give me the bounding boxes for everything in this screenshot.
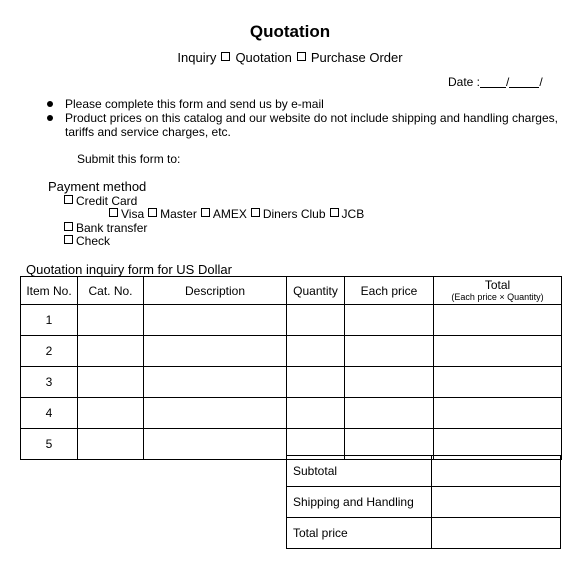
item-number-cell: 2 [21,336,78,367]
date-field [448,75,543,89]
total-formula-label: (Each price × Quantity) [451,291,544,302]
shipping-handling-value-cell[interactable] [432,487,561,518]
checkbox-quotation[interactable] [221,52,230,61]
visa-label: Visa [121,207,145,221]
amex-label: AMEX [212,207,247,221]
total-cell[interactable] [434,305,562,336]
submit-to-label: Submit this form to: [77,152,181,166]
description-cell[interactable] [144,305,287,336]
payment-option-bank-transfer [64,221,147,235]
cat-no-cell[interactable] [78,367,144,398]
checkbox-check[interactable] [64,235,73,244]
cat-no-cell[interactable] [78,305,144,336]
total-label: Total [484,277,511,292]
summary-table [286,455,561,549]
checkbox-jcb[interactable] [330,208,339,217]
payment-method-title: Payment method [48,179,147,194]
description-cell[interactable] [144,398,287,429]
check-label: Check [76,234,111,248]
description-cell[interactable] [144,367,287,398]
master-label: Master [160,207,197,221]
date-separator: / [506,75,510,89]
table-row [21,367,562,398]
bank-transfer-label: Bank transfer [76,221,148,235]
checkbox-credit-card[interactable] [64,195,73,204]
page-title: Quotation [249,22,331,41]
column-header-description: Description [144,277,287,305]
item-number-cell: 1 [21,305,78,336]
jcb-label: JCB [341,207,365,221]
total-cell[interactable] [434,367,562,398]
quantity-cell[interactable] [287,398,345,429]
instruction-item: Please complete this form and send us by e-mail [46,97,566,111]
summary-row-total [287,518,561,549]
table-row [21,398,562,429]
checkbox-diners-club[interactable] [251,208,260,217]
checkbox-amex[interactable] [201,208,210,217]
cat-no-cell[interactable] [78,336,144,367]
each-price-cell[interactable] [345,398,434,429]
description-cell[interactable] [144,336,287,367]
date-month-field[interactable] [480,75,506,88]
cat-no-cell[interactable] [78,429,144,460]
document-type-options [0,50,580,65]
item-number-cell: 4 [21,398,78,429]
quantity-cell[interactable] [287,336,345,367]
column-header-item-no: Item No. [21,277,78,305]
date-label: Date : [448,75,481,89]
items-table [20,276,562,460]
each-price-cell[interactable] [345,305,434,336]
checkbox-master[interactable] [148,208,157,217]
instructions-list [46,97,566,139]
each-price-cell[interactable] [345,336,434,367]
date-day-field[interactable] [509,75,539,88]
checkbox-purchase-order[interactable] [297,52,306,61]
cat-no-cell[interactable] [78,398,144,429]
checkbox-bank-transfer[interactable] [64,222,73,231]
shipping-handling-label: Shipping and Handling [287,487,432,518]
description-cell[interactable] [144,429,287,460]
quantity-cell[interactable] [287,367,345,398]
option-purchase-order-label: Purchase Order [310,50,403,65]
total-price-label: Total price [287,518,432,549]
card-brand-options [109,207,364,221]
payment-option-check [64,234,110,248]
table-row [21,305,562,336]
each-price-cell[interactable] [345,367,434,398]
column-header-total [434,277,562,305]
instruction-item: Product prices on this catalog and our website do not include shipping and handling charges, tariffs and service charges, etc. [46,111,566,139]
credit-card-label: Credit Card [76,194,138,208]
table-header-row [21,277,562,305]
payment-option-credit-card [64,194,137,208]
total-cell[interactable] [434,336,562,367]
total-cell[interactable] [434,398,562,429]
date-separator: / [539,75,543,89]
subtotal-label: Subtotal [287,456,432,487]
diners-club-label: Diners Club [262,207,326,221]
item-number-cell: 3 [21,367,78,398]
checkbox-visa[interactable] [109,208,118,217]
summary-row-subtotal [287,456,561,487]
quantity-cell[interactable] [287,305,345,336]
column-header-quantity: Quantity [287,277,345,305]
total-price-value-cell[interactable] [432,518,561,549]
table-row [21,336,562,367]
column-header-cat-no: Cat. No. [78,277,144,305]
column-header-each-price: Each price [345,277,434,305]
option-quotation-label: Quotation [235,50,292,65]
item-number-cell: 5 [21,429,78,460]
option-inquiry-label: Inquiry [177,50,217,65]
summary-row-shipping [287,487,561,518]
table-caption: Quotation inquiry form for US Dollar [26,262,232,277]
subtotal-value-cell[interactable] [432,456,561,487]
